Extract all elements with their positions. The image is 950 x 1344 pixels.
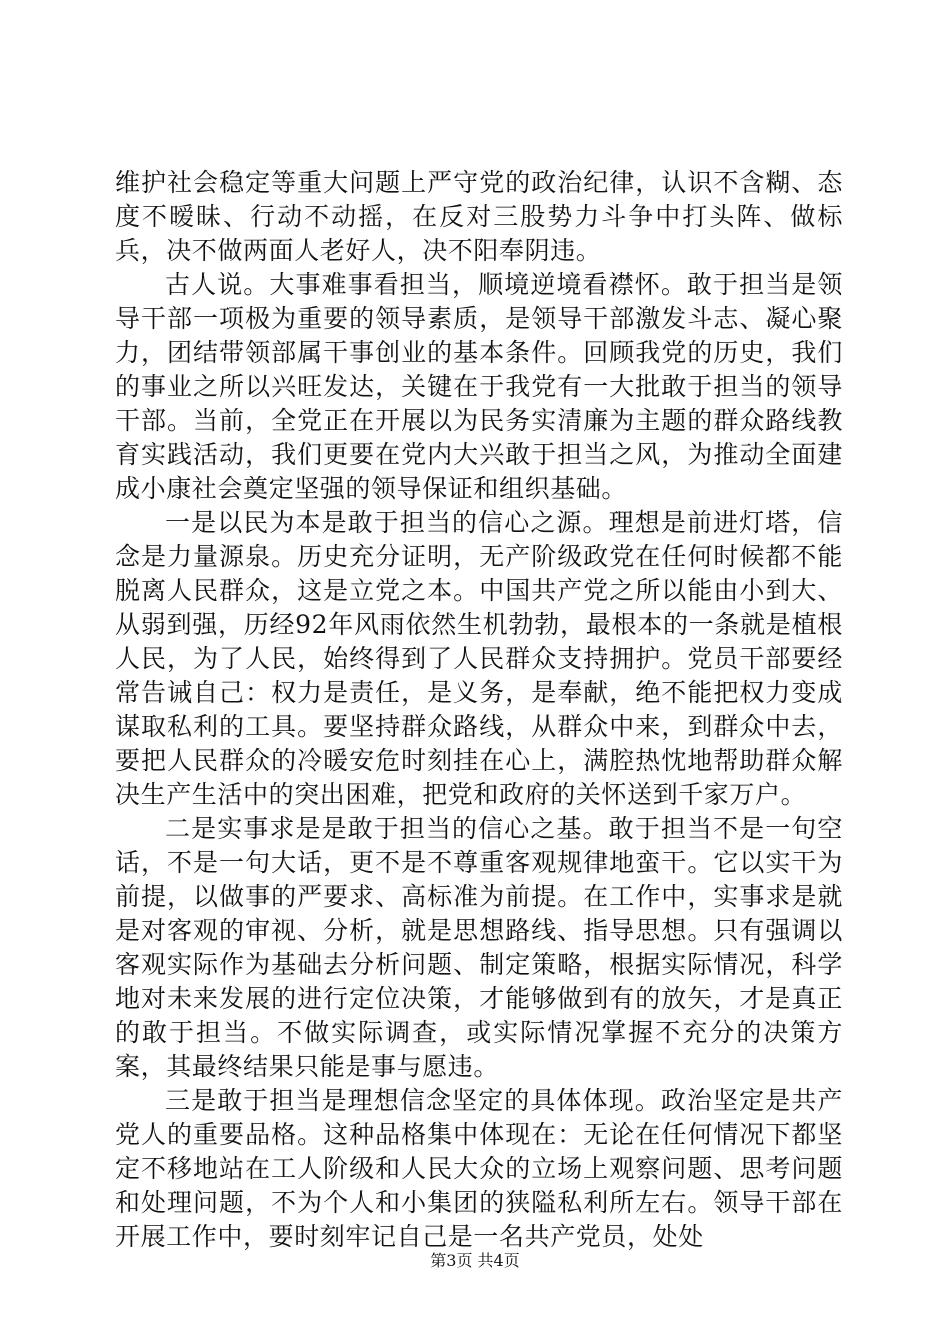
paragraph-1: 维护社会稳定等重大问题上严守党的政治纪律，认识不含糊、态度不暧昧、行动不动摇，在反对三股势力斗争中打头阵、做标兵，决不做两面人老好人，决不阳奉阴违。 — [115, 168, 843, 265]
document-body — [115, 166, 843, 1254]
paragraph-5: 三是敢于担当是理想信念坚定的具体体现。政治坚定是共产党人的重要品格。这种品格集中体现在：无论在任何情况下都坚定不移地站在工人阶级和人民大众的立场上观察问题、思考问题和处理问题，不为个人和小集团的狭隘私利所左右。领导干部在开展工作中，要时刻牢记自己是一名共产党员，处处 — [115, 1086, 843, 1251]
paragraph-3: 一是以民为本是敢于担当的信心之源。理想是前进灯塔，信念是力量源泉。历史充分证明，无产阶级政党在任何时候都不能脱离人民群众，这是立党之本。中国共产党之所以能由小到大、从弱到强，历经92年风雨依然生机勃勃，最根本的一条就是植根人民，为了人民，始终得到了人民群众支持拥护。党员干部要经常告诫自己：权力是责任，是义务，是奉献，绝不能把权力变成谋取私利的工具。要坚持群众路线，从群众中来，到群众中去，要把人民群众的冷暖安危时刻挂在心上，满腔热忱地帮助群众解决生产生活中的突出困难，把党和政府的关怀送到千家万户。 — [115, 508, 843, 809]
paragraph-4: 二是实事求是是敢于担当的信心之基。敢于担当不是一句空话，不是一句大话，更不是不尊重客观规律地蛮干。它以实干为前提，以做事的严要求、高标准为前提。在工作中，实事求是就是对客观的审视、分析，就是思想路线、指导思想。只有强调以客观实际作为基础去分析问题、制定策略，根据实际情况，科学地对未来发展的进行定位决策，才能够做到有的放矢，才是真正的敢于担当。不做实际调查，或实际情况掌握不充分的决策方案，其最终结果只能是事与愿违。 — [115, 814, 843, 1081]
paragraph-2: 古人说。大事难事看担当，顺境逆境看襟怀。敢于担当是领导干部一项极为重要的领导素质，是领导干部激发斗志、凝心聚力，团结带领部属干事创业的基本条件。回顾我党的历史，我们的事业之所以兴旺发达，关键在于我党有一大批敢于担当的领导干部。当前，全党正在开展以为民务实清廉为主题的群众路线教育实践活动，我们更要在党内大兴敢于担当之风，为推动全面建成小康社会奠定坚强的领导保证和组织基础。 — [115, 270, 843, 503]
page-number-footer: 第3页 共4页 — [430, 1251, 520, 1270]
